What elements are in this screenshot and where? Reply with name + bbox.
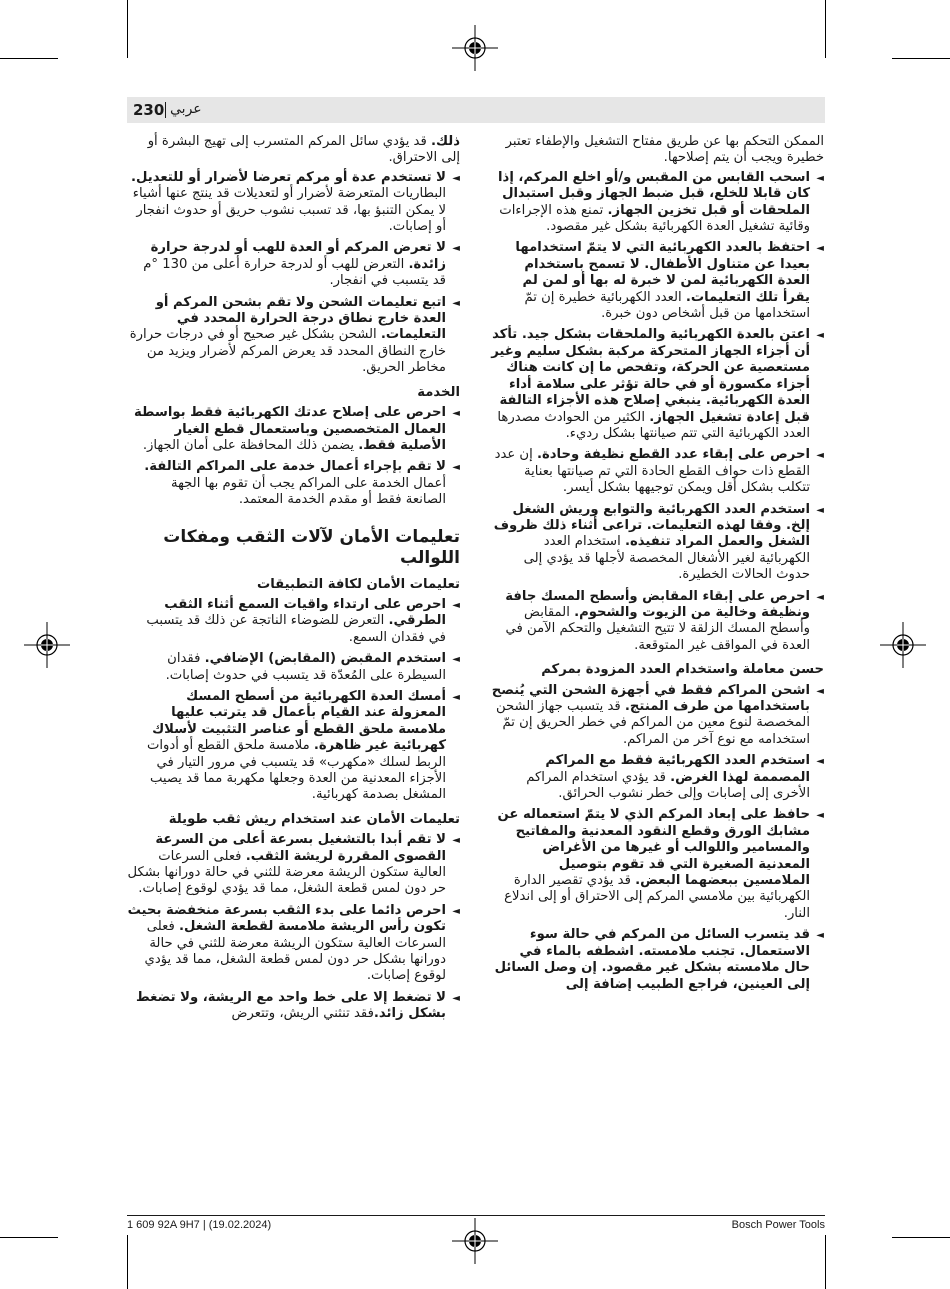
document-id: 1 609 92A 9H7 | (19.02.2024): [127, 1219, 272, 1231]
instruction-explanation: قد يتسبب جهاز الشحن المخصصة لنوع معين من المراكم في خطر الحريق إن تمّ استخدامه مع نوع آخر من المراكم.: [495, 699, 810, 747]
crop-mark-right-bottom: [892, 1237, 950, 1238]
instruction-explanation: يضمن ذلك المحافظة على أمان الجهاز.: [142, 437, 359, 453]
instruction-bold-text: احرص على إبقاء عدد القطع نظيفة وحادة.: [536, 447, 810, 463]
bullet-triangle-icon: ◄: [816, 591, 824, 603]
instruction-bold-text: استخدم العدد الكهربائية والتوابع وريش الشغل إلخ. وفقا لهذه التعليمات. تراعى أثناء ذلك ظروف الشغل والعمل المراد تنفيذه.: [493, 501, 810, 550]
section-subheading: تعليمات الأمان لكافة التطبيقات: [256, 576, 460, 592]
instruction-explanation: فعلى السرعات العالية ستكون الريشة معرضة للثني في حالة دورانها بشكل حر دون لمس قطعة الشغل، مما قد يؤدي لوقوع إصابات.: [127, 848, 446, 897]
instruction-item: [127, 651, 460, 684]
crop-mark-left-bottom: [0, 1237, 58, 1238]
instruction-explanation: فقدان السيطرة على المُعدّة قد يتسبب في حدوث إصابات.: [165, 651, 446, 683]
bullet-triangle-icon: ◄: [816, 330, 824, 342]
instruction-bold-text: استخدم المقبض (المقابض) الإضافي.: [204, 651, 446, 667]
registration-mark-left-icon: [24, 622, 70, 668]
instruction-item: [127, 903, 460, 985]
instruction-bold-text: لا تستخدم عدة أو مركم تعرضا لأضرار أو للتعديل.: [131, 169, 446, 185]
bullet-triangle-icon: ◄: [452, 243, 460, 255]
instruction-explanation: العدد الكهربائية خطيرة إن تمّ استخدامها من قبل أشخاص دون خبرة.: [524, 289, 810, 322]
instruction-item: [127, 459, 460, 508]
instruction-item: [491, 807, 824, 922]
instruction-bold-text: لا تضغط إلا على خط واحد مع الريشة، ولا تضغط بشكل زائد.: [136, 989, 446, 1022]
instruction-explanation: المقابض وأسطح المسك الزلقة لا تتيح التشغيل والتحكم الآمن في العدة في المواقف غير المتوقعة.: [505, 604, 810, 653]
instruction-item: [127, 832, 460, 898]
instruction-explanation: التعرض للهب أو لدرجة حرارة أعلى من 130 °م قد يتسبب في انفجار.: [143, 256, 446, 289]
instruction-item: [491, 683, 824, 749]
instruction-explanation: تمنع هذه الإجراءات وقائية تشغيل العدة الكهربائية بشكل غير مقصود.: [499, 202, 810, 235]
instruction-explanation: الكثير من الحوادث مصدرها العدد الكهربائية التي تتم صيانتها بشكل رديء.: [497, 409, 810, 441]
instruction-explanation: أعمال الخدمة على المراكم يجب أن تقوم بها الجهة الصانعة فقط أو مقدم الخدمة المعتمد.: [171, 475, 446, 508]
instruction-item: [491, 502, 824, 584]
crop-mark-top-right: [825, 0, 826, 58]
instruction-item: [491, 170, 824, 236]
section-subheading: حسن معاملة واستخدام العدد المزودة بمركم: [541, 662, 824, 678]
page-header-bar: [127, 97, 825, 123]
right-column: [491, 134, 824, 998]
instruction-item: [491, 927, 824, 993]
instruction-bold-text: احرص على إصلاح عدتك الكهربائية فقط بواسطة العمال المتخصصين وباستعمال قطع الغيار الأصلية فقط.: [134, 405, 446, 453]
instruction-item: [127, 990, 460, 1023]
instruction-item: [491, 327, 824, 442]
instruction-bold-text: احرص على ارتداء واقيات السمع أثناء الثقب الطرقي.: [164, 596, 446, 629]
left-column: [127, 134, 460, 1028]
bullet-triangle-icon: ◄: [452, 172, 460, 184]
section-subheading: تعليمات الأمان عند استخدام ريش ثقب طويلة: [168, 811, 460, 827]
instruction-bold-text: اشحن المراكم فقط في أجهزة الشحن التي يُنصح باستخدامها من طرف المنتج.: [491, 682, 810, 714]
instruction-item: [127, 689, 460, 804]
crop-mark-right-top: [892, 58, 950, 59]
instruction-bold-text: اتبع تعليمات الشحن ولا تقم بشحن المركم أو العدة خارج نطاق درجة الحرارة المحدد في التعليمات.: [155, 294, 446, 343]
crop-mark-left-top: [0, 58, 58, 59]
paragraph-text: قد يؤدي سائل المركم المتسرب إلى تهيج البشرة أو إلى الاحتراق.: [147, 134, 460, 166]
instruction-bold-text: احرص دائما على بدء الثقب بسرعة منخفضة بحيث تكون رأس الريشة ملامسة لقطعة الشغل.: [127, 902, 446, 935]
bullet-triangle-icon: ◄: [816, 504, 824, 516]
instruction-explanation: فعلى السرعات العالية ستكون الريشة معرضة للثني في حالة دورانها بشكل حر دون لمس قطعة الشغل، مما قد يؤدي لوقوع إصابات.: [144, 919, 446, 984]
registration-mark-bottom-icon: [452, 1218, 498, 1264]
bullet-triangle-icon: ◄: [452, 691, 460, 703]
instruction-explanation: إن عدد القطع ذات حواف القطع الحادة التي تم صيانتها بعناية تتكلب بشكل أقل ويمكن توجيهها بشكل أيسر.: [494, 447, 810, 496]
bullet-triangle-icon: ◄: [452, 992, 460, 1004]
instruction-explanation: ملامسة ملحق القطع أو أدوات الربط لسلك «مكهرب» قد يتسبب في مرور التيار في الأجزاء المعدنية من العدة وجعلها مكهربة مما قد يصيب المشغل بصدمة كهربائية.: [146, 738, 446, 803]
instruction-explanation: فقد تنثني الريش، وتتعرض: [231, 1006, 374, 1022]
language-label: عربي: [170, 101, 202, 117]
header-separator: [165, 102, 166, 118]
page-number: 230: [133, 101, 165, 119]
instruction-item: [127, 405, 460, 454]
crop-mark-bottom-right: [825, 1235, 826, 1289]
instruction-bold-text: حافظ على إبعاد المركم الذي لا يتمّ استعماله عن مشابك الورق وقطع النقود المعدنية والمفاتيح والمسامير واللوالب أو غيرها من الأغراض المعدنية الصغيرة التي قد تقوم بتوصيل الملامسين ببعضهما البعض.: [497, 807, 810, 889]
bullet-triangle-icon: ◄: [816, 930, 824, 942]
instruction-item: [491, 240, 824, 322]
bullet-triangle-icon: ◄: [816, 243, 824, 255]
instruction-item: [491, 447, 824, 496]
instruction-bold-text: اسحب القابس من المقبس و/أو اخلع المركم، إذا كان قابلا للخلع، قبل ضبط الجهاز وقبل استبدال الملحقات أو قبل تخزين الجهاز.: [498, 169, 810, 218]
instruction-bold-text: احتفظ بالعدد الكهربائية التي لا يتمّ استخدامها بعيدا عن متناول الأطفال. لا تسمح باستخدام العدة الكهربائية لمن لا خبرة له بها أو لمن لم يقرأ تلك التعليمات.: [515, 240, 810, 305]
instruction-item: [491, 753, 824, 802]
bullet-triangle-icon: ◄: [816, 685, 824, 697]
bullet-triangle-icon: ◄: [452, 599, 460, 611]
instruction-explanation: التعرض للضوضاء الناتجة عن ذلك قد يتسبب في فقدان السمع.: [146, 613, 446, 645]
paragraph-bold-text: ذلك.: [430, 134, 460, 149]
instruction-explanation: استخدام العدد الكهربائية لغير الأشغال المخصصة لأجلها قد يؤدي إلى حدوث الحالات الخطيرة.: [523, 534, 810, 583]
instruction-bold-text: أمسك العدة الكهربائية من أسطح المسك المعزولة عند القيام بأعمال قد يترتب عليها ملامسة ملحق القطع أو عناصر التثبيت لأسلاك كهربائية غير ظاهرة.: [152, 688, 446, 754]
instruction-explanation: البطاريات المتعرضة لأضرار أو لتعديلات قد ينتج عنها أشياء لا يمكن التنبؤ بها، قد تسبب نشوب حريق أو حدوث انفجار أو إصابات.: [132, 186, 446, 235]
bullet-triangle-icon: ◄: [452, 835, 460, 847]
bullet-triangle-icon: ◄: [452, 462, 460, 474]
instruction-bold-text: استخدم العدد الكهربائية فقط مع المراكم المصممة لهذا الغرض.: [545, 753, 810, 785]
instruction-item: [127, 170, 460, 236]
registration-mark-right-icon: [880, 622, 926, 668]
bullet-triangle-icon: ◄: [452, 905, 460, 917]
instruction-bold-text: اعتن بالعدة الكهربائية والملحقات بشكل جيد. تأكد أن أجزاء الجهاز المتحركة مركبة بشكل سليم وغير مستعصية عن الحركة، وتفحص ما إن كانت هناك أجزاء مكسورة أو في حالة تؤثر على سلامة أداء العدة الكهربائية. ينبغي إصلاح هذه الأجزاء التالفة قبل إعادة تشغيل الجهاز.: [491, 327, 810, 425]
paragraph: [491, 134, 824, 167]
instruction-item: [127, 597, 460, 646]
instruction-explanation: الشحن بشكل غير صحيح أو في درجات حرارة خارج النطاق المحدد قد يعرض المركم لأضرار ويزيد من مخاطر الحريق.: [129, 327, 446, 376]
section-heading: تعليمات الأمان لآلات الثقب ومفكات اللوالب: [163, 526, 460, 568]
crop-mark-bottom-left: [127, 1235, 128, 1289]
brand-name: Bosch Power Tools: [731, 1219, 825, 1231]
instruction-bold-text: لا تقم بإجراء أعمال خدمة على المراكم التالفة.: [144, 459, 446, 475]
footer-rule: [127, 1215, 825, 1216]
bullet-triangle-icon: ◄: [816, 810, 824, 822]
instruction-explanation: قد يؤدي استخدام المراكم الأخرى إلى إصابات وإلى خطر نشوب الحرائق.: [526, 769, 810, 802]
instruction-bold-text: لا تقم أبدا بالتشغيل بسرعة أعلى من السرعة القصوى المقررة لريشة الثقب.: [155, 832, 446, 864]
bullet-triangle-icon: ◄: [452, 408, 460, 420]
instruction-bold-text: لا تعرض المركم أو العدة للهب أو لدرجة حرارة زائدة.: [150, 240, 446, 272]
instruction-bold-text: قد يتسرب السائل من المركم في حالة سوء الاستعمال. تجنب ملامسته. اشطفه بالماء في حال ملامسته بشكل غير مقصود. إن وصل السائل إلى العينين، فراجع الطبيب إضافة إلى: [494, 927, 810, 992]
paragraph-text: الممكن التحكم بها عن طريق مفتاح التشغيل والإطفاء تعتبر خطيرة ويجب أن يتم إصلاحها.: [505, 134, 824, 166]
instruction-item: [127, 295, 460, 377]
bullet-triangle-icon: ◄: [816, 756, 824, 768]
bullet-triangle-icon: ◄: [816, 172, 824, 184]
instruction-item: [491, 589, 824, 655]
instruction-bold-text: احرص على إبقاء المقابض وأسطح المسك جافة ونظيفة وخالية من الزيوت والشحوم.: [505, 588, 810, 620]
registration-mark-top-icon: [452, 25, 498, 71]
paragraph: [127, 134, 460, 167]
crop-mark-top-left: [127, 0, 128, 58]
bullet-triangle-icon: ◄: [452, 654, 460, 666]
instruction-explanation: قد يؤدي تقصير الدارة الكهربائية بين ملامسي المركم إلى الاحتراق أو إلى اندلاع النار.: [504, 873, 810, 921]
bullet-triangle-icon: ◄: [816, 450, 824, 462]
section-subheading: الخدمة: [417, 384, 460, 400]
bullet-triangle-icon: ◄: [452, 297, 460, 309]
instruction-item: [127, 240, 460, 289]
